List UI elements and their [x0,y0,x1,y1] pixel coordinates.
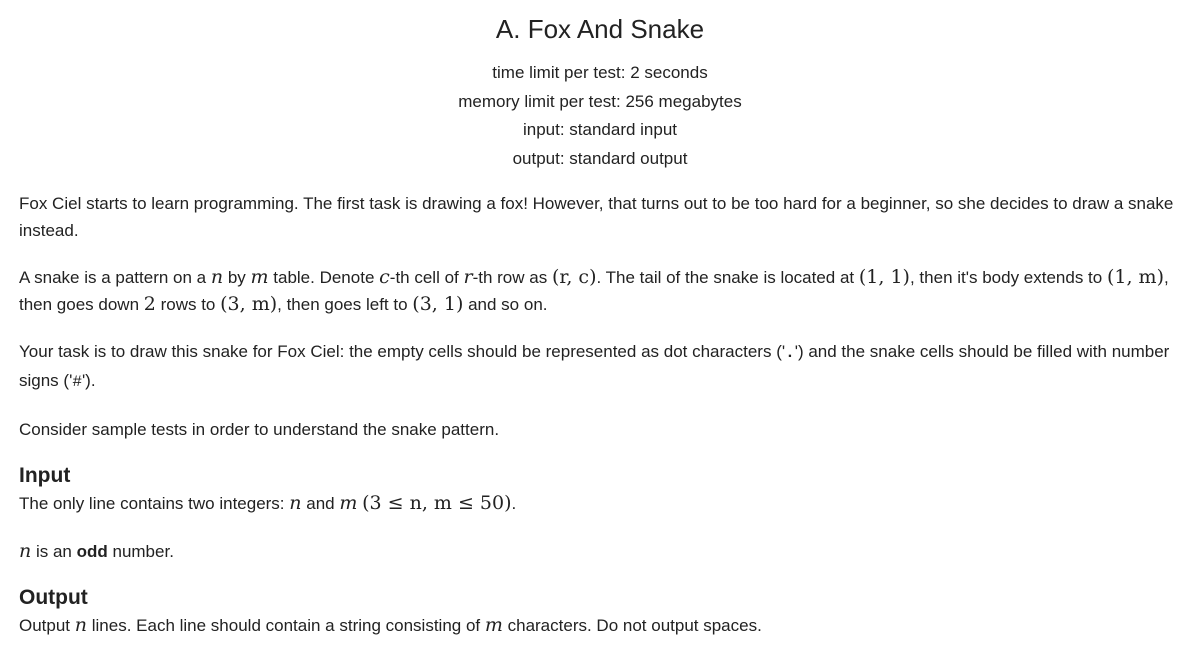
text-span: , then it's body extends to [909,268,1107,287]
memory-limit: memory limit per test: 256 megabytes [458,91,742,111]
input-section-title: Input [19,464,71,487]
text-span: Your task is to draw this snake for Fox Ciel: the empty cells should be represented as dot characters (' [19,342,786,361]
problem-limits [0,59,1200,173]
legend-paragraph-4: Consider sample tests in order to understand the snake pattern. [19,420,500,439]
math-var: m [339,492,358,514]
text-span: rows to [155,295,221,314]
text-span: characters. Do not output spaces. [502,616,762,635]
text-span: . The tail of the snake is located at [596,268,859,287]
math-expr: (3, m) [220,293,278,315]
text-span: table. Denote [268,268,380,287]
text-span: , then goes left to [277,295,413,314]
text-span: lines. Each line should contain a string consisting of [87,616,485,635]
code-char: # [72,373,82,391]
text-span: ') and the snake cells should be filled with number signs (' [19,342,1170,390]
math-expr: (3 ≤ n, m ≤ 50) [362,492,512,514]
time-limit: time limit per test: 2 seconds [492,63,708,82]
text-span: by [223,268,251,287]
text-span: The only line contains two integers: [19,494,290,513]
input-file: input: standard input [522,120,678,139]
math-var: n [289,492,302,514]
text-span: and so on. [463,295,548,314]
text-span: '). [81,371,96,390]
text-span: Output [19,616,75,635]
code-char: . [785,344,795,362]
problem-legend [19,190,1189,659]
output-file: output: standard output [512,148,688,168]
input-line-1 [19,489,1189,518]
output-section-title: Output [19,586,88,609]
text-span: number. [107,542,174,561]
output-section [19,585,1189,640]
text-span: is an [31,542,77,561]
text-span: A snake is a pattern on a [19,268,211,287]
math-var: m [484,614,503,636]
text-span: -th row as [472,268,552,287]
output-line-1 [19,611,1189,640]
text-span: -th cell of [389,268,464,287]
math-var: n [19,540,32,562]
text-span: and [301,494,340,513]
legend-paragraph-2 [19,264,1189,318]
legend-paragraph-3 [19,338,1189,396]
math-var: n [74,614,88,636]
math-var: n [210,266,224,288]
math-expr: (r, c) [551,266,597,288]
math-expr: (3, 1) [412,293,464,315]
math-var: c [379,266,390,288]
math-expr: (1, m) [1106,266,1164,288]
math-var: r [463,266,473,288]
legend-paragraph-1: Fox Ciel starts to learn programming. The first task is drawing a fox! However, that turns out to be too hard for a beginner, so she decides to draw a snake instead. [19,194,1174,240]
bold-text: odd [76,542,108,561]
math-var: m [250,266,269,288]
math-expr: 2 [143,293,156,315]
problem-header [0,0,1200,173]
input-line-2 [19,537,1189,566]
input-section [19,463,1189,566]
text-span: , then goes down [19,268,1169,314]
math-expr: (1, 1) [858,266,910,288]
problem-title: A. Fox And Snake [495,14,705,44]
text-span: . [511,494,517,513]
